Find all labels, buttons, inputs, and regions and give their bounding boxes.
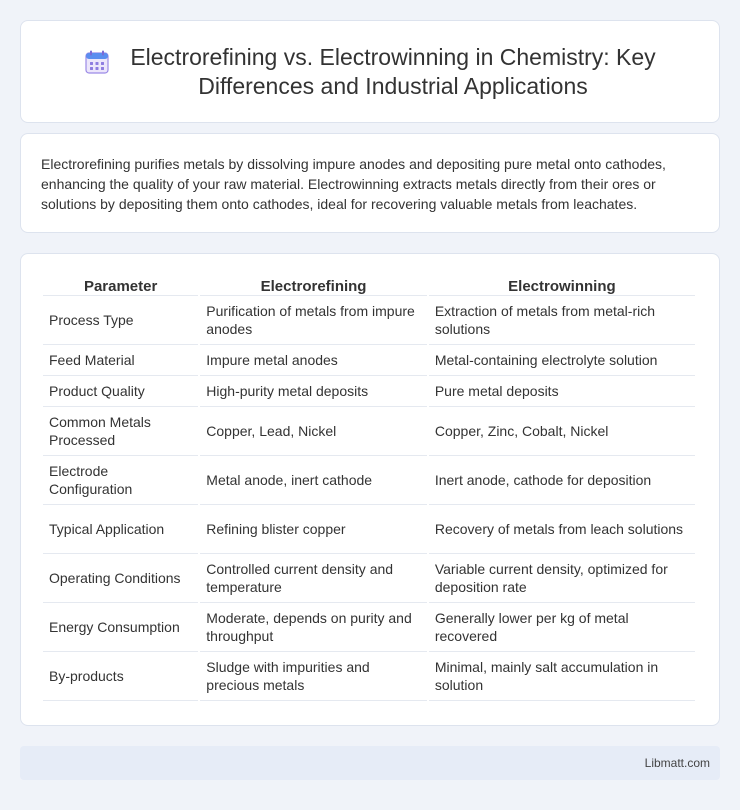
cell-parameter: Feed Material	[43, 345, 198, 376]
table-row	[43, 296, 695, 345]
cell-electrorefining: Refining blister copper	[200, 505, 427, 554]
table-row	[43, 505, 695, 554]
table-row	[43, 376, 695, 407]
title-line-2: Differences and Industrial Applications	[198, 72, 588, 99]
cell-electrowinning: Copper, Zinc, Cobalt, Nickel	[429, 407, 695, 456]
cell-electrowinning: Extraction of metals from metal-rich solutions	[429, 296, 695, 345]
cell-parameter: Operating Conditions	[43, 554, 198, 603]
cell-electrowinning: Inert anode, cathode for deposition	[429, 456, 695, 505]
title-line-1: Electrorefining vs. Electrowinning in Chemistry: Key	[130, 43, 656, 70]
cell-parameter: Product Quality	[43, 376, 198, 407]
header-electrowinning: Electrowinning	[429, 272, 695, 296]
cell-electrorefining: Metal anode, inert cathode	[200, 456, 427, 505]
comparison-table	[41, 272, 697, 701]
cell-electrorefining: Sludge with impurities and precious metals	[200, 652, 427, 701]
cell-parameter: Energy Consumption	[43, 603, 198, 652]
cell-electrorefining: Impure metal anodes	[200, 345, 427, 376]
intro-card	[20, 133, 720, 233]
table-header-row	[43, 272, 695, 296]
cell-parameter: By-products	[43, 652, 198, 701]
cell-electrorefining: Moderate, depends on purity and throughput	[200, 603, 427, 652]
table-row	[43, 407, 695, 456]
cell-electrowinning: Metal-containing electrolyte solution	[429, 345, 695, 376]
calendar-icon	[84, 49, 110, 75]
cell-electrorefining: Controlled current density and temperature	[200, 554, 427, 603]
cell-electrorefining: Copper, Lead, Nickel	[200, 407, 427, 456]
footer	[20, 746, 720, 780]
table-row	[43, 652, 695, 701]
cell-parameter: Electrode Configuration	[43, 456, 198, 505]
cell-electrowinning: Pure metal deposits	[429, 376, 695, 407]
cell-parameter: Process Type	[43, 296, 198, 345]
table-row	[43, 603, 695, 652]
page-title	[130, 43, 655, 101]
table-row	[43, 345, 695, 376]
cell-electrorefining: Purification of metals from impure anodes	[200, 296, 427, 345]
cell-electrowinning: Variable current density, optimized for deposition rate	[429, 554, 695, 603]
cell-parameter: Typical Application	[43, 505, 198, 554]
footer-site-link[interactable]: Libmatt.com	[644, 756, 710, 770]
cell-electrowinning: Recovery of metals from leach solutions	[429, 505, 695, 554]
header-electrorefining: Electrorefining	[200, 272, 427, 296]
table-card	[20, 253, 720, 726]
intro-text: Electrorefining purifies metals by dissolving impure anodes and depositing pure metal onto cathodes, enhancing the quality of your raw material. Electrowinning extracts metals directly from their ores or solutions by depositing them onto cathodes, ideal for recovering valuable metals from leachates.	[41, 156, 666, 212]
header-parameter: Parameter	[43, 272, 198, 296]
table-row	[43, 554, 695, 603]
title-card	[20, 20, 720, 123]
table-row	[43, 456, 695, 505]
cell-electrowinning: Generally lower per kg of metal recovered	[429, 603, 695, 652]
cell-electrorefining: High-purity metal deposits	[200, 376, 427, 407]
cell-parameter: Common Metals Processed	[43, 407, 198, 456]
cell-electrowinning: Minimal, mainly salt accumulation in solution	[429, 652, 695, 701]
